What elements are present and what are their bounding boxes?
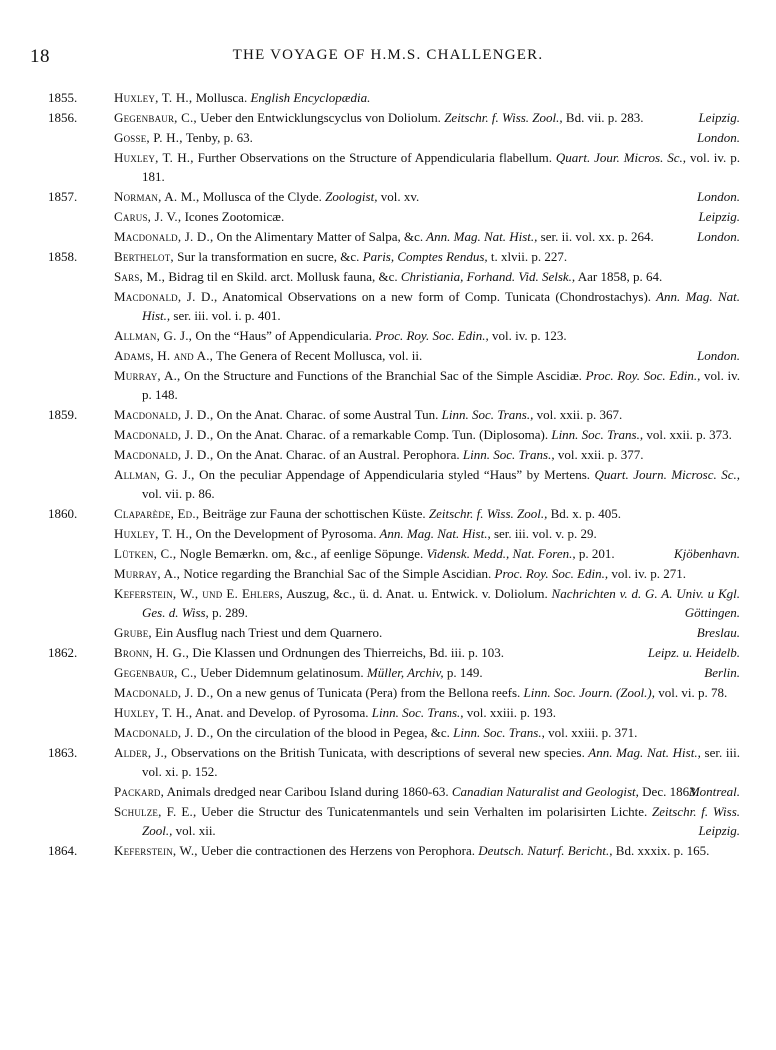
- entry-citation: [114, 802, 740, 840]
- bibliography-list: [0, 88, 776, 861]
- entry-title: Die Klassen und Ordnungen des Thierreichs, Bd. iii. p. 103.: [189, 645, 505, 660]
- entry-title: Bidrag til en Skild. arct. Mollusk fauna, &c.: [165, 269, 398, 284]
- entry-citation: [114, 465, 740, 503]
- bibliography-entry: [0, 524, 776, 543]
- entry-year: 1856.: [48, 110, 78, 125]
- entry-citation: [114, 128, 740, 147]
- entry-reference: vol. iv. p. 271.: [608, 566, 687, 581]
- entry-place: London.: [697, 130, 740, 145]
- entry-place: Leipz. u. Heidelb.: [647, 645, 740, 660]
- bibliography-entry: [0, 782, 776, 801]
- entry-reference: vol. iv. p. 123.: [488, 328, 567, 343]
- entry-year: 1860.: [48, 506, 78, 521]
- entry-reference: ser. iii. vol. xi. p. 152.: [142, 745, 740, 779]
- entry-citation: [114, 663, 740, 682]
- entry-author: Murray, A.,: [114, 566, 181, 581]
- entry-journal: English Encyclopædia.: [247, 90, 371, 105]
- entry-author: Berthelot,: [114, 249, 174, 264]
- entry-citation: [114, 108, 740, 127]
- entry-citation: [114, 326, 740, 345]
- entry-citation: [114, 544, 740, 563]
- entry-reference: vol. xii.: [172, 823, 216, 838]
- bibliography-entry: [0, 405, 776, 424]
- entry-author: Huxley, T. H.,: [114, 526, 193, 541]
- entry-author: Keferstein, W., und E. Ehlers,: [114, 586, 284, 601]
- entry-reference: vol. xxiii. p. 371.: [544, 725, 638, 740]
- entry-author: Huxley, T. H.,: [114, 90, 193, 105]
- entry-journal: Ann. Mag. Nat. Hist.,: [376, 526, 491, 541]
- bibliography-entry: [0, 743, 776, 781]
- bibliography-entry: [0, 287, 776, 325]
- entry-reference: vol. iv. p. 181.: [142, 150, 740, 184]
- entry-author: Murray, A.,: [114, 368, 181, 383]
- entry-reference: vol. xxii. p. 377.: [554, 447, 644, 462]
- entry-journal: Zeitschr. f. Wiss. Zool.,: [440, 110, 563, 125]
- entry-citation: [114, 743, 740, 781]
- entry-year: 1857.: [48, 189, 78, 204]
- bibliography-entry: [0, 623, 776, 642]
- bibliography-entry: [0, 445, 776, 464]
- bibliography-entry: [0, 584, 776, 622]
- entry-place: Kjöbenhavn.: [673, 546, 740, 561]
- entry-author: Keferstein, W.,: [114, 843, 198, 858]
- entry-citation: [114, 187, 740, 206]
- entry-journal: Linn. Soc. Trans.,: [449, 725, 545, 740]
- entry-place: Leipzig.: [698, 823, 740, 838]
- entry-title: Icones Zootomicæ.: [181, 209, 285, 224]
- entry-title: Further Observations on the Structure of Appendicularia flabellum.: [193, 150, 552, 165]
- bibliography-entry: [0, 723, 776, 742]
- entry-citation: [114, 723, 740, 742]
- entry-author: Norman, A. M.,: [114, 189, 200, 204]
- bibliography-entry: [0, 643, 776, 662]
- entry-author: Huxley, T. H.,: [114, 705, 193, 720]
- entry-title: The Genera of Recent Mollusca, vol. ii.: [213, 348, 423, 363]
- bibliography-entry: [0, 227, 776, 246]
- entry-journal: Nachrichten v. d. G. A. Univ. u Kgl. Ges. d. Wiss,: [142, 586, 740, 620]
- entry-author: Schulze, F. E.,: [114, 804, 197, 819]
- entry-place: Breslau.: [696, 625, 740, 640]
- bibliography-entry: [0, 108, 776, 127]
- entry-title: Mollusca of the Clyde.: [199, 189, 322, 204]
- entry-journal: Linn. Soc. Journ. (Zool.),: [520, 685, 655, 700]
- entry-journal: Vidensk. Medd., Nat. Foren.,: [423, 546, 576, 561]
- entry-author: Sars, M.,: [114, 269, 166, 284]
- bibliography-entry: [0, 425, 776, 444]
- entry-journal: Proc. Roy. Soc. Edin.,: [491, 566, 609, 581]
- entry-title: On the Anat. Charac. of some Austral Tun.: [213, 407, 439, 422]
- bibliography-entry: [0, 326, 776, 345]
- entry-reference: t. xlvii. p. 227.: [487, 249, 568, 264]
- entry-place: Leipzig.: [698, 110, 740, 125]
- entry-author: Packard,: [114, 784, 165, 799]
- entry-title: On the Alimentary Matter of Salpa, &c.: [213, 229, 424, 244]
- entry-title: On the Development of Pyrosoma.: [192, 526, 377, 541]
- entry-citation: [114, 643, 740, 662]
- bibliography-entry: [0, 207, 776, 226]
- entry-place: London.: [697, 348, 740, 363]
- entry-title: Ueber Didemnum gelatinosum.: [196, 665, 364, 680]
- entry-title: On a new genus of Tunicata (Pera) from the Bellona reefs.: [213, 685, 521, 700]
- entry-title: Ueber den Entwicklungscyclus von Doliolum.: [196, 110, 441, 125]
- entry-journal: Paris, Comptes Rendus,: [359, 249, 488, 264]
- entry-title: Tenby, p. 63.: [182, 130, 253, 145]
- bibliography-entry: [0, 841, 776, 860]
- entry-reference: p. 201.: [575, 546, 615, 561]
- entry-journal: Linn. Soc. Trans.,: [548, 427, 644, 442]
- entry-author: Macdonald, J. D.,: [114, 447, 214, 462]
- entry-citation: [114, 841, 740, 860]
- entry-reference: Bd. x. p. 405.: [547, 506, 622, 521]
- entry-citation: [114, 366, 740, 404]
- entry-author: Macdonald, J. D.,: [114, 289, 218, 304]
- entry-title: Ueber die contractionen des Herzens von Perophora.: [197, 843, 475, 858]
- entry-reference: vol. vi. p. 78.: [654, 685, 728, 700]
- entry-author: Allman, G. J.,: [114, 467, 195, 482]
- entry-title: Auszug, &c., ü. d. Anat. u. Entwick. v. Doliolum.: [283, 586, 548, 601]
- bibliography-entry: [0, 564, 776, 583]
- entry-year: 1864.: [48, 843, 78, 858]
- entry-journal: Canadian Naturalist and Geologist,: [448, 784, 639, 799]
- entry-citation: [114, 405, 740, 424]
- bibliography-entry: [0, 802, 776, 840]
- entry-author: Macdonald, J. D.,: [114, 407, 214, 422]
- entry-place: Göttingen.: [684, 605, 740, 620]
- entry-citation: [114, 287, 740, 325]
- entry-citation: [114, 148, 740, 186]
- entry-title: Sur la transformation en sucre, &c.: [173, 249, 360, 264]
- entry-citation: [114, 584, 740, 622]
- entry-title: On the Anat. Charac. of an Austral. Perophora.: [213, 447, 460, 462]
- entry-citation: [114, 267, 740, 286]
- bibliography-entry: [0, 683, 776, 702]
- entry-citation: [114, 683, 740, 702]
- entry-title: Notice regarding the Branchial Sac of the Simple Ascidian.: [180, 566, 492, 581]
- entry-reference: ser. iii. vol. v. p. 29.: [490, 526, 597, 541]
- entry-title: On the Anat. Charac. of a remarkable Comp. Tun. (Diplosoma).: [213, 427, 549, 442]
- entry-journal: Quart. Jour. Micros. Sc.,: [551, 150, 687, 165]
- bibliography-entry: [0, 703, 776, 722]
- entry-reference: Bd. vii. p. 283.: [562, 110, 644, 125]
- entry-citation: [114, 445, 740, 464]
- entry-reference: vol. vii. p. 86.: [142, 486, 215, 501]
- entry-title: Ein Ausflug nach Triest und dem Quarnero.: [151, 625, 383, 640]
- entry-year: 1858.: [48, 249, 78, 264]
- entry-reference: vol. xxii. p. 367.: [533, 407, 623, 422]
- entry-title: On the circulation of the blood in Pegea, &c.: [213, 725, 450, 740]
- entry-citation: [114, 247, 740, 266]
- entry-author: Gegenbaur, C.,: [114, 110, 197, 125]
- entry-citation: [114, 88, 740, 107]
- entry-place: Montreal.: [688, 784, 740, 799]
- entry-reference: p. 149.: [443, 665, 483, 680]
- entry-journal: Linn. Soc. Trans.,: [438, 407, 534, 422]
- entry-title: On the “Haus” of Appendicularia.: [192, 328, 372, 343]
- entry-citation: [114, 346, 740, 365]
- entry-author: Carus, J. V.,: [114, 209, 182, 224]
- entry-title: Anat. and Develop. of Pyrosoma.: [192, 705, 369, 720]
- entry-title: On the Structure and Functions of the Branchial Sac of the Simple Ascidiæ.: [180, 368, 582, 383]
- entry-title: Nogle Bemærkn. om, &c., af eenlige Söpunge.: [176, 546, 424, 561]
- entry-reference: vol. xxiii. p. 193.: [463, 705, 556, 720]
- entry-journal: Ann. Mag. Nat. Hist.,: [142, 289, 740, 323]
- entry-journal: Müller, Archiv,: [363, 665, 444, 680]
- entry-citation: [114, 227, 740, 246]
- entry-citation: [114, 504, 740, 523]
- bibliography-entry: [0, 148, 776, 186]
- entry-journal: Zoologist,: [321, 189, 378, 204]
- entry-year: 1859.: [48, 407, 78, 422]
- entry-journal: Zeitschr. f. Wiss. Zool.,: [425, 506, 548, 521]
- entry-author: Lütken, C.,: [114, 546, 177, 561]
- entry-author: Allman, G. J.,: [114, 328, 193, 343]
- entry-author: Macdonald, J. D.,: [114, 725, 214, 740]
- entry-journal: Proc. Roy. Soc. Edin.,: [581, 368, 701, 383]
- bibliography-entry: [0, 544, 776, 563]
- entry-reference: Aar 1858, p. 64.: [575, 269, 663, 284]
- bibliography-entry: [0, 663, 776, 682]
- bibliography-entry: [0, 346, 776, 365]
- entry-place: Berlin.: [704, 665, 740, 680]
- entry-journal: Deutsch. Naturf. Bericht.,: [474, 843, 613, 858]
- entry-citation: [114, 425, 740, 444]
- entry-journal: Zeitschr. f. Wiss. Zool.,: [142, 804, 741, 838]
- entry-author: Huxley, T. H.,: [114, 150, 194, 165]
- entry-author: Gegenbaur, C.,: [114, 665, 197, 680]
- entry-journal: Quart. Journ. Microsc. Sc.,: [590, 467, 740, 482]
- running-title: THE VOYAGE OF H.M.S. CHALLENGER.: [232, 47, 544, 63]
- entry-title: On the peculiar Appendage of Appendicularia styled “Haus” by Mertens.: [194, 467, 590, 482]
- entry-journal: Ann. Mag. Nat. Hist.,: [423, 229, 538, 244]
- entry-reference: ser. ii. vol. xx. p. 264.: [537, 229, 654, 244]
- entry-reference: vol. xv.: [377, 189, 420, 204]
- entry-author: Alder, J.,: [114, 745, 168, 760]
- entry-year: 1855.: [48, 90, 78, 105]
- entry-reference: ser. iii. vol. i. p. 401.: [170, 308, 281, 323]
- entry-author: Macdonald, J. D.,: [114, 427, 214, 442]
- entry-journal: Ann. Mag. Nat. Hist.,: [584, 745, 701, 760]
- entry-reference: p. 289.: [208, 605, 248, 620]
- entry-journal: Proc. Roy. Soc. Edin.,: [371, 328, 489, 343]
- bibliography-entry: [0, 247, 776, 266]
- entry-place: London.: [697, 189, 740, 204]
- entry-author: Adams, H. and A.,: [114, 348, 214, 363]
- bibliography-entry: [0, 88, 776, 107]
- entry-reference: Dec. 1863.: [638, 784, 699, 799]
- entry-author: Macdonald, J. D.,: [114, 229, 214, 244]
- entry-author: Grube,: [114, 625, 152, 640]
- bibliography-entry: [0, 128, 776, 147]
- entry-citation: [114, 623, 740, 642]
- entry-reference: vol. xxii. p. 373.: [643, 427, 732, 442]
- entry-journal: Linn. Soc. Trans.,: [459, 447, 555, 462]
- entry-reference: vol. iv. p. 148.: [142, 368, 740, 402]
- entry-citation: [114, 703, 740, 722]
- bibliography-entry: [0, 267, 776, 286]
- entry-citation: [114, 782, 740, 801]
- entry-place: London.: [697, 229, 740, 244]
- bibliography-entry: [0, 504, 776, 523]
- entry-author: Bronn, H. G.,: [114, 645, 190, 660]
- entry-year: 1863.: [48, 745, 78, 760]
- entry-author: Gosse, P. H.,: [114, 130, 183, 145]
- entry-citation: [114, 207, 740, 226]
- bibliography-entry: [0, 366, 776, 404]
- entry-title: Beiträge zur Fauna der schottischen Küste.: [199, 506, 426, 521]
- entry-journal: Linn. Soc. Trans.,: [368, 705, 464, 720]
- entry-title: Ueber die Structur des Tunicatenmantels und sein Verhalten im polarisirten Lichte.: [196, 804, 648, 819]
- entry-title: Anatomical Observations on a new form of Comp. Tunicata (Chondrostachys).: [217, 289, 652, 304]
- entry-reference: Bd. xxxix. p. 165.: [612, 843, 710, 858]
- entry-title: Animals dredged near Caribou Island during 1860-63.: [164, 784, 449, 799]
- entry-citation: [114, 564, 740, 583]
- entry-journal: Christiania, Forhand. Vid. Selsk.,: [397, 269, 576, 284]
- entry-place: Leipzig.: [698, 209, 740, 224]
- bibliography-entry: [0, 187, 776, 206]
- entry-author: Claparède, Ed.,: [114, 506, 200, 521]
- page-number: 18: [30, 46, 50, 67]
- entry-citation: [114, 524, 740, 543]
- entry-title: Mollusca.: [192, 90, 248, 105]
- entry-author: Macdonald, J. D.,: [114, 685, 214, 700]
- entry-year: 1862.: [48, 645, 78, 660]
- bibliography-entry: [0, 465, 776, 503]
- entry-title: Observations on the British Tunicata, with descriptions of several new species.: [167, 745, 585, 760]
